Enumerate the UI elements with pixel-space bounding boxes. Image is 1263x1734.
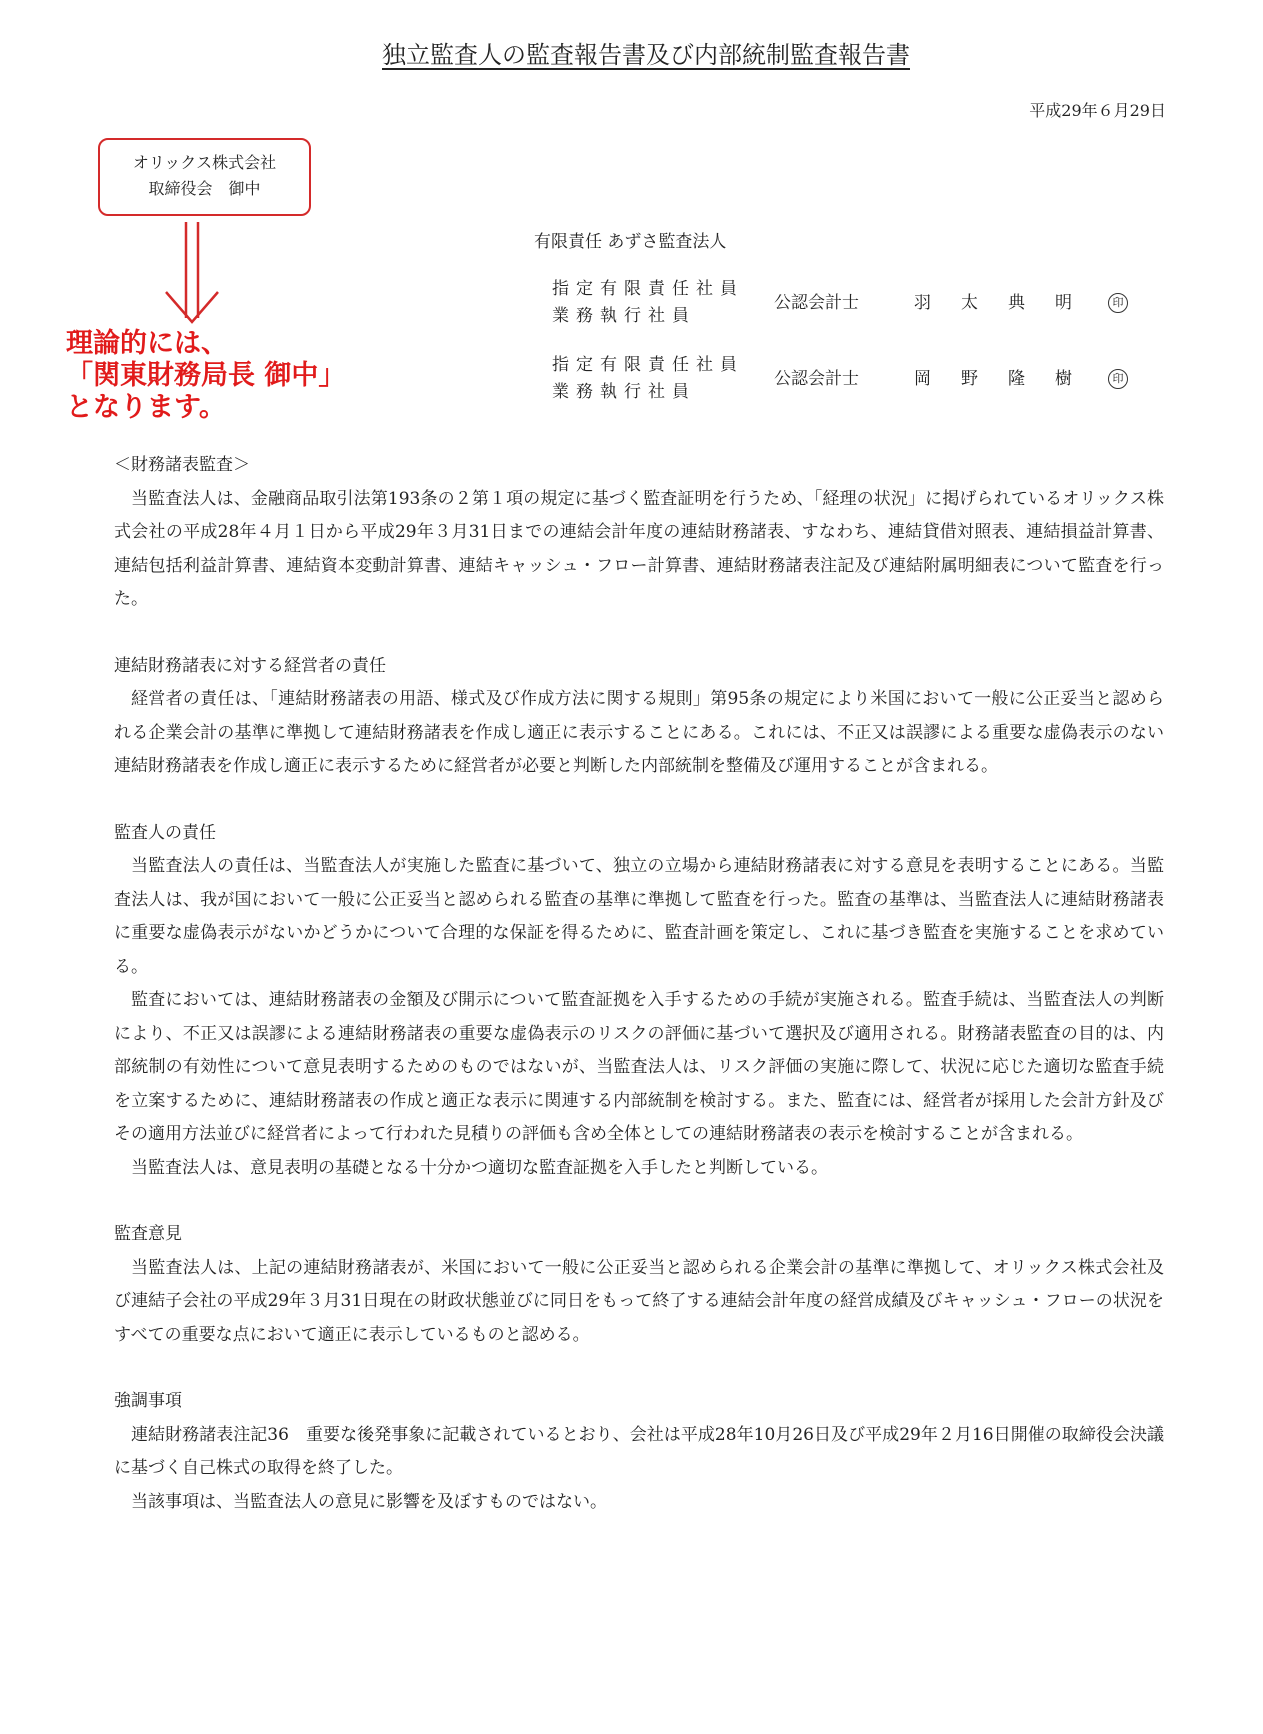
section-heading: 監査意見 — [114, 1224, 182, 1244]
section-heading: 連結財務諸表に対する経営者の責任 — [114, 655, 386, 676]
signer-qualification: 公認会計士 — [774, 293, 859, 313]
seal-icon: 印 — [1108, 369, 1128, 389]
addressee-company: オリックス株式会社 — [132, 153, 277, 172]
signer-roles — [552, 352, 744, 406]
addressee-recipient: 取締役会 御中 — [148, 179, 261, 198]
seal-icon: 印 — [1108, 293, 1128, 313]
paragraph: 当監査法人は、上記の連結財務諸表が、米国において一般に公正妥当と認められる企業会計の基準に準拠して、オリックス株式会社及び連結子会社の平成29年３月31日現在の財政状態並びに同日をもって終了する連結会計年度の経営成績及びキャッシュ・フローの状況をすべての重要な点において適正に表示しているものと認める。 — [114, 1257, 1164, 1345]
signer-2 — [552, 352, 1152, 408]
document-title: 独立監査人の監査報告書及び内部統制監査報告書 — [382, 41, 910, 69]
signer-name: 岡野隆樹 — [914, 369, 1102, 389]
signer-role-2: 業務執行社員 — [552, 382, 696, 402]
signer-1 — [552, 276, 1152, 332]
paragraph: 当監査法人の責任は、当監査法人が実施した監査に基づいて、独立の立場から連結財務諸表に対する意見を表明することにある。当監査法人は、我が国において一般に公正妥当と認められる監査の基準に準拠して監査を行った。監査の基準は、当監査法人に連結財務諸表に重要な虚偽表示がないかどうかについて合理的な保証を得るために、監査計画を策定し、これに基づき監査を実施することを求めている。 — [114, 856, 1164, 977]
annotation-line-2: 「関東財務局長 御中」 — [66, 360, 346, 391]
signer-qualification: 公認会計士 — [774, 369, 859, 389]
section-heading: 監査人の責任 — [114, 822, 216, 843]
paragraph: 経営者の責任は、「連結財務諸表の用語、様式及び作成方法に関する規則」第95条の規定により米国において一般に公正妥当と認められる企業会計の基準に準拠して連結財務諸表を作成し適正に表示することにある。これには、不正又は誤謬による重要な虚偽表示のない連結財務諸表を作成し適正に表示するために経営者が必要と判断した内部統制を整備及び運用することが含まれる。 — [114, 689, 1164, 776]
annotation-line-3: となります。 — [66, 392, 226, 423]
signer-role-2: 業務執行社員 — [552, 306, 696, 326]
paragraph: 当監査法人は、金融商品取引法第193条の２第１項の規定に基づく監査証明を行うため、「経理の状況」に掲げられているオリックス株式会社の平成28年４月１日から平成29年３月31日までの連結会計年度の連結財務諸表、すなわち、連結貸借対照表、連結損益計算書、連結包括利益計算書、連結資本変動計算書、連結キャッシュ・フロー計算書、連結財務諸表注記及び連結附属明細表について監査を行った。 — [114, 488, 1164, 609]
report-body — [114, 449, 1164, 1519]
annotation-line-1: 理論的には、 — [66, 328, 228, 359]
down-arrow-icon — [162, 222, 222, 326]
section-heading: 強調事項 — [114, 1391, 182, 1411]
signer-role-1: 指定有限責任社員 — [552, 279, 744, 299]
section-heading: ＜財務諸表監査＞ — [114, 455, 250, 475]
signer-name: 羽太典明 — [914, 293, 1102, 313]
audit-firm-name: 有限責任 あずさ監査法人 — [534, 232, 727, 252]
paragraph: 監査においては、連結財務諸表の金額及び開示について監査証拠を入手するための手続が実施される。監査手続は、当監査法人の判断により、不正又は誤謬による連結財務諸表の重要な虚偽表示のリスクの評価に基づいて選択及び適用される。財務諸表監査の目的は、内部統制の有効性について意見表明するためのものではないが、当監査法人は、リスク評価の実施に際して、状況に応じた適切な監査手続を立案するために、連結財務諸表の作成と適正な表示に関連する内部統制を検討する。また、監査には、経営者が採用した会計方針及びその適用方法並びに経営者によって行われた見積りの評価も含め全体としての連結財務諸表の表示を検討することが含まれる。 — [114, 990, 1164, 1144]
paragraph: 当監査法人は、意見表明の基礎となる十分かつ適切な監査証拠を入手したと判断している。 — [131, 1157, 828, 1178]
report-date: 平成29年６月29日 — [1029, 101, 1166, 120]
signer-roles — [552, 276, 744, 330]
paragraph: 当該事項は、当監査法人の意見に影響を及ぼすものではない。 — [131, 1491, 607, 1512]
red-annotation — [66, 328, 345, 424]
addressee-box — [98, 138, 311, 216]
paragraph: 連結財務諸表注記36 重要な後発事象に記載されているとおり、会社は平成28年10月26日及び平成29年２月16日開催の取締役会決議に基づく自己株式の取得を終了した。 — [114, 1424, 1164, 1478]
signer-role-1: 指定有限責任社員 — [552, 355, 744, 375]
